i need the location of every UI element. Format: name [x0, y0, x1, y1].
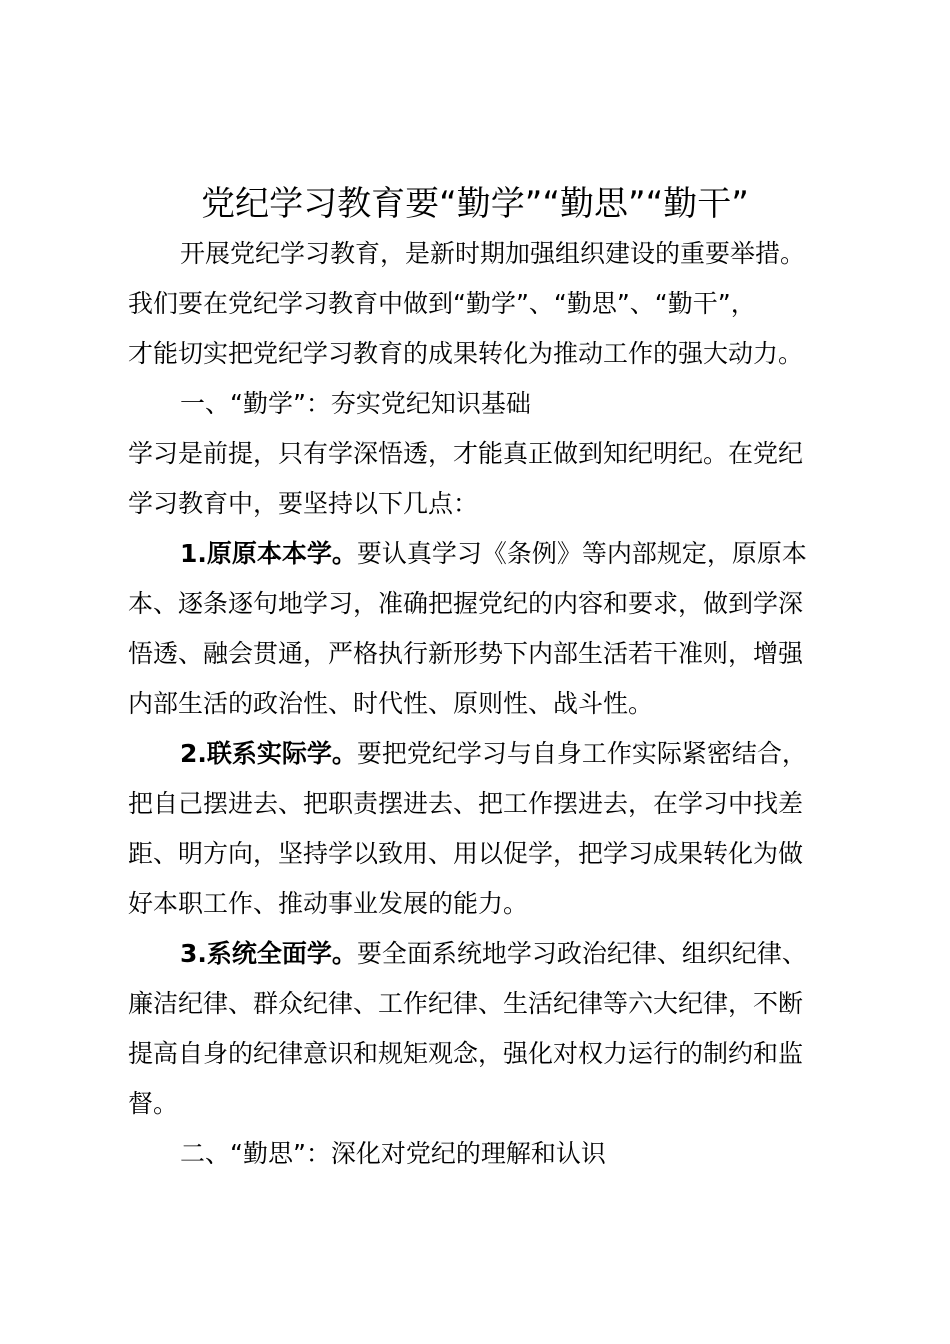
body-line: 廉洁纪律、群众纪律、工作纪律、生活纪律等六大纪律，不断	[128, 989, 804, 1018]
body-line: 悟透、融会贯通，严格执行新形势下内部生活若干准则，增强	[128, 639, 804, 668]
body-line: 我们要在党纪学习教育中做到“勤学”、“勤思”、“勤干”，	[128, 289, 756, 318]
section-heading-1: 一、“勤学”：夯实党纪知识基础	[180, 389, 531, 418]
body-line: 内部生活的政治性、时代性、原则性、战斗性。	[128, 689, 654, 718]
body-line: 才能切实把党纪学习教育的成果转化为推动工作的强大动力。	[128, 339, 804, 368]
body-line: 把自己摆进去、把职责摆进去、把工作摆进去，在学习中找差	[128, 789, 804, 818]
body-line: 距、明方向，坚持学以致用、用以促学，把学习成果转化为做	[128, 839, 804, 868]
list-item-2-heading: 2.联系实际学。	[180, 739, 357, 768]
list-item-3-first-line	[180, 934, 807, 974]
body-line: 学习教育中，要坚持以下几点：	[128, 489, 479, 518]
list-item-2-first-line	[180, 734, 807, 774]
body-line: 提高自身的纪律意识和规矩观念，强化对权力运行的制约和监	[128, 1039, 804, 1068]
list-item-3-heading: 3.系统全面学。	[180, 939, 357, 968]
body-line: 本、逐条逐句地学习，准确把握党纪的内容和要求，做到学深	[128, 589, 804, 618]
body-line: 好本职工作、推动事业发展的能力。	[128, 889, 529, 918]
list-item-3-text: 要全面系统地学习政治纪律、组织纪律、	[356, 939, 807, 968]
list-item-1-heading: 1.原原本本学。	[180, 539, 357, 568]
document-title: 党纪学习教育要“勤学”“勤思”“勤干”	[201, 184, 749, 224]
body-line: 督。	[128, 1089, 179, 1118]
list-item-1-text: 要认真学习《条例》等内部规定，原原本	[356, 539, 807, 568]
body-line: 开展党纪学习教育，是新时期加强组织建设的重要举措。	[180, 239, 806, 268]
list-item-1-first-line	[180, 534, 807, 574]
body-line: 学习是前提，只有学深悟透，才能真正做到知纪明纪。在党纪	[128, 439, 804, 468]
section-heading-2: 二、“勤思”：深化对党纪的理解和认识	[180, 1139, 606, 1168]
list-item-2-text: 要把党纪学习与自身工作实际紧密结合，	[356, 739, 807, 768]
